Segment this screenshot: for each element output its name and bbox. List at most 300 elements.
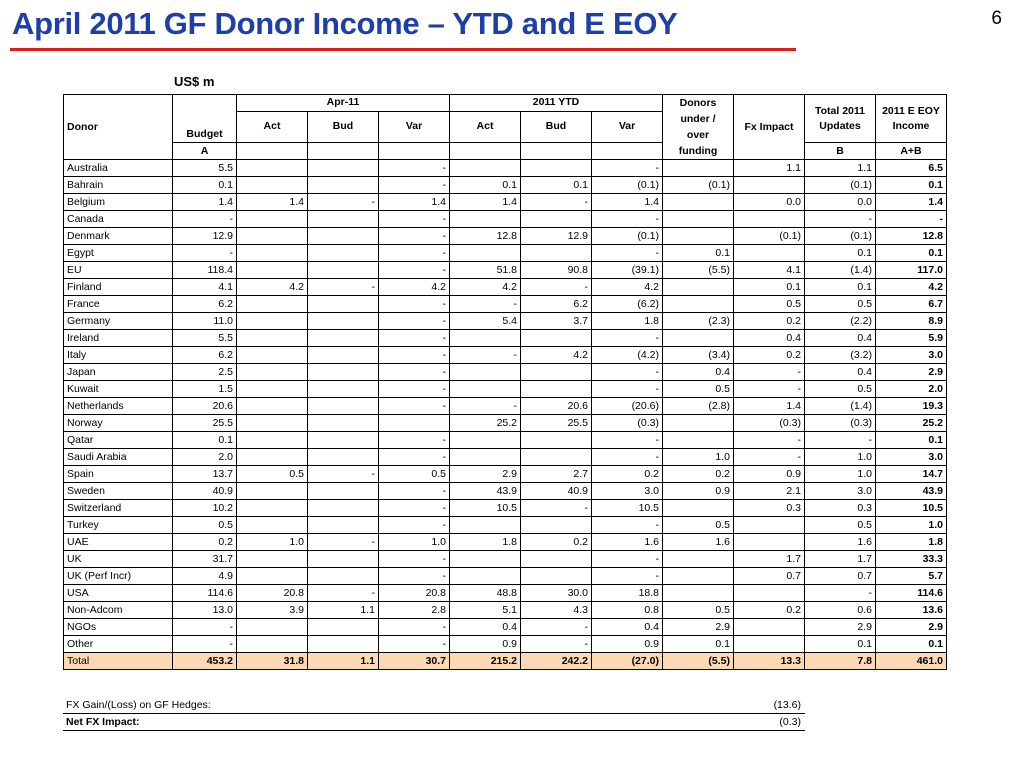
cell-fx: 13.3 <box>734 653 805 670</box>
cell-eoy: 5.9 <box>876 330 947 347</box>
cell-apr-var: - <box>379 568 450 585</box>
cell-total: 1.6 <box>805 534 876 551</box>
cell-ytd-var: 0.8 <box>592 602 663 619</box>
cell-ytd-bud: - <box>521 279 592 296</box>
cell-apr-act <box>237 483 308 500</box>
cell-apr-var: - <box>379 398 450 415</box>
cell-ytd-var: 3.0 <box>592 483 663 500</box>
page-number: 6 <box>991 8 1002 29</box>
cell-apr-var: 4.2 <box>379 279 450 296</box>
cell-under <box>663 330 734 347</box>
cell-eoy: 2.9 <box>876 619 947 636</box>
cell-total: (0.1) <box>805 228 876 245</box>
cell-eoy: 33.3 <box>876 551 947 568</box>
cell-donor: Non-Adcom <box>64 602 173 619</box>
cell-eoy: - <box>876 211 947 228</box>
header-donors-funding: Donors under / over funding <box>663 95 734 160</box>
cell-total: - <box>805 585 876 602</box>
table-row <box>64 568 947 585</box>
cell-ytd-bud: 25.5 <box>521 415 592 432</box>
cell-ytd-var: (0.1) <box>592 228 663 245</box>
cell-budget: 4.1 <box>173 279 237 296</box>
cell-total: 1.7 <box>805 551 876 568</box>
cell-ytd-bud <box>521 381 592 398</box>
cell-ytd-act: 43.9 <box>450 483 521 500</box>
cell-donor: Denmark <box>64 228 173 245</box>
cell-ytd-var: (0.1) <box>592 177 663 194</box>
cell-total: (3.2) <box>805 347 876 364</box>
cell-apr-bud <box>308 296 379 313</box>
cell-eoy: 2.0 <box>876 381 947 398</box>
cell-under: (0.1) <box>663 177 734 194</box>
cell-apr-act: 31.8 <box>237 653 308 670</box>
cell-budget: 6.2 <box>173 296 237 313</box>
cell-apr-act <box>237 211 308 228</box>
cell-fx: 4.1 <box>734 262 805 279</box>
table-row <box>64 398 947 415</box>
cell-eoy: 1.8 <box>876 534 947 551</box>
cell-ytd-var: (4.2) <box>592 347 663 364</box>
cell-budget: 12.9 <box>173 228 237 245</box>
cell-budget: 5.5 <box>173 330 237 347</box>
cell-apr-bud: - <box>308 466 379 483</box>
cell-under <box>663 432 734 449</box>
cell-budget: 5.5 <box>173 160 237 177</box>
cell-apr-var: - <box>379 483 450 500</box>
cell-under: 0.1 <box>663 245 734 262</box>
cell-apr-var: - <box>379 228 450 245</box>
cell-eoy: 114.6 <box>876 585 947 602</box>
cell-apr-act <box>237 500 308 517</box>
cell-donor: France <box>64 296 173 313</box>
cell-apr-bud: - <box>308 279 379 296</box>
cell-total: (1.4) <box>805 262 876 279</box>
cell-ytd-var: - <box>592 364 663 381</box>
cell-eoy: 3.0 <box>876 347 947 364</box>
cell-apr-bud <box>308 228 379 245</box>
cell-ytd-bud: 0.2 <box>521 534 592 551</box>
table-row <box>64 177 947 194</box>
cell-eoy: 6.5 <box>876 160 947 177</box>
cell-eoy: 1.0 <box>876 517 947 534</box>
cell-ytd-var: (39.1) <box>592 262 663 279</box>
cell-apr-var: - <box>379 636 450 653</box>
cell-apr-act <box>237 432 308 449</box>
cell-ytd-act: 1.8 <box>450 534 521 551</box>
cell-eoy: 43.9 <box>876 483 947 500</box>
cell-total: 0.1 <box>805 279 876 296</box>
cell-under: 1.6 <box>663 534 734 551</box>
cell-apr-act <box>237 364 308 381</box>
cell-budget: 0.1 <box>173 432 237 449</box>
cell-eoy: 0.1 <box>876 245 947 262</box>
cell-donor: Canada <box>64 211 173 228</box>
cell-apr-bud <box>308 160 379 177</box>
cell-apr-act <box>237 330 308 347</box>
cell-under <box>663 415 734 432</box>
cell-apr-act <box>237 415 308 432</box>
cell-total: 3.0 <box>805 483 876 500</box>
cell-under <box>663 296 734 313</box>
net-fx-label: Net FX Impact: <box>66 716 140 728</box>
cell-apr-var: - <box>379 432 450 449</box>
cell-eoy: 10.5 <box>876 500 947 517</box>
cell-ytd-act <box>450 568 521 585</box>
cell-apr-act: 4.2 <box>237 279 308 296</box>
fx-hedges-row <box>63 697 805 714</box>
cell-under <box>663 568 734 585</box>
cell-under <box>663 551 734 568</box>
cell-under <box>663 211 734 228</box>
cell-under <box>663 160 734 177</box>
cell-total: 0.1 <box>805 636 876 653</box>
cell-apr-var: - <box>379 619 450 636</box>
cell-fx: 0.2 <box>734 602 805 619</box>
cell-ytd-var: - <box>592 381 663 398</box>
cell-ytd-bud: 30.0 <box>521 585 592 602</box>
cell-total: 0.1 <box>805 245 876 262</box>
table-row <box>64 279 947 296</box>
cell-budget: 0.5 <box>173 517 237 534</box>
cell-total: 2.9 <box>805 619 876 636</box>
units-label: US$ m <box>174 74 215 89</box>
header-apr-var: Var <box>379 111 450 142</box>
cell-apr-act: 1.0 <box>237 534 308 551</box>
cell-budget: - <box>173 636 237 653</box>
cell-eoy: 1.4 <box>876 194 947 211</box>
cell-fx <box>734 534 805 551</box>
cell-budget: 31.7 <box>173 551 237 568</box>
cell-budget: 0.2 <box>173 534 237 551</box>
cell-apr-bud: - <box>308 534 379 551</box>
cell-ytd-bud: 4.2 <box>521 347 592 364</box>
cell-apr-bud <box>308 262 379 279</box>
cell-apr-bud <box>308 517 379 534</box>
cell-donor: USA <box>64 585 173 602</box>
cell-apr-act <box>237 245 308 262</box>
cell-ytd-bud <box>521 432 592 449</box>
table-row <box>64 619 947 636</box>
cell-ytd-bud <box>521 568 592 585</box>
header-total-updates: Total 2011 Updates <box>805 95 876 143</box>
cell-apr-bud <box>308 211 379 228</box>
cell-ytd-bud <box>521 364 592 381</box>
table-row <box>64 415 947 432</box>
table-row <box>64 364 947 381</box>
header-eoy-sub: A+B <box>876 143 947 160</box>
cell-ytd-act <box>450 211 521 228</box>
cell-apr-bud <box>308 449 379 466</box>
header-total-sub: B <box>805 143 876 160</box>
cell-eoy: 12.8 <box>876 228 947 245</box>
cell-eoy: 461.0 <box>876 653 947 670</box>
table-row <box>64 602 947 619</box>
cell-ytd-bud <box>521 160 592 177</box>
cell-apr-bud <box>308 483 379 500</box>
cell-fx: 0.5 <box>734 296 805 313</box>
cell-budget: 4.9 <box>173 568 237 585</box>
cell-ytd-var: 18.8 <box>592 585 663 602</box>
table-row <box>64 211 947 228</box>
cell-ytd-act: 0.1 <box>450 177 521 194</box>
cell-under <box>663 279 734 296</box>
cell-ytd-var: - <box>592 517 663 534</box>
cell-budget: 1.5 <box>173 381 237 398</box>
cell-donor: Australia <box>64 160 173 177</box>
cell-eoy: 5.7 <box>876 568 947 585</box>
cell-eoy: 25.2 <box>876 415 947 432</box>
cell-ytd-act: 51.8 <box>450 262 521 279</box>
cell-total: 7.8 <box>805 653 876 670</box>
cell-ytd-bud <box>521 245 592 262</box>
cell-ytd-var: 0.4 <box>592 619 663 636</box>
cell-donor: Turkey <box>64 517 173 534</box>
cell-ytd-var: 0.9 <box>592 636 663 653</box>
table-row <box>64 245 947 262</box>
table-row <box>64 449 947 466</box>
cell-apr-bud <box>308 313 379 330</box>
cell-ytd-act <box>450 364 521 381</box>
cell-budget: 25.5 <box>173 415 237 432</box>
cell-total: (2.2) <box>805 313 876 330</box>
cell-ytd-var: 1.8 <box>592 313 663 330</box>
cell-fx: 0.3 <box>734 500 805 517</box>
cell-ytd-bud: 2.7 <box>521 466 592 483</box>
cell-donor: Spain <box>64 466 173 483</box>
cell-budget: 11.0 <box>173 313 237 330</box>
cell-ytd-bud: 0.1 <box>521 177 592 194</box>
cell-ytd-bud <box>521 517 592 534</box>
cell-ytd-act <box>450 449 521 466</box>
cell-budget: - <box>173 245 237 262</box>
cell-apr-bud <box>308 432 379 449</box>
cell-apr-act <box>237 517 308 534</box>
cell-under <box>663 500 734 517</box>
cell-apr-act <box>237 313 308 330</box>
cell-ytd-act <box>450 517 521 534</box>
cell-ytd-var: 1.4 <box>592 194 663 211</box>
table-row <box>64 347 947 364</box>
cell-ytd-var: - <box>592 330 663 347</box>
cell-donor: Finland <box>64 279 173 296</box>
cell-fx: 2.1 <box>734 483 805 500</box>
cell-apr-act <box>237 296 308 313</box>
cell-apr-bud <box>308 245 379 262</box>
cell-apr-var: - <box>379 177 450 194</box>
cell-budget: 1.4 <box>173 194 237 211</box>
cell-apr-var: - <box>379 313 450 330</box>
cell-ytd-act <box>450 381 521 398</box>
table-row <box>64 262 947 279</box>
cell-apr-var: - <box>379 551 450 568</box>
cell-ytd-bud: 6.2 <box>521 296 592 313</box>
table-row <box>64 330 947 347</box>
cell-total: (0.3) <box>805 415 876 432</box>
cell-fx <box>734 245 805 262</box>
cell-ytd-act <box>450 245 521 262</box>
cell-under <box>663 194 734 211</box>
cell-under: 0.5 <box>663 602 734 619</box>
cell-eoy: 14.7 <box>876 466 947 483</box>
header-apr-act: Act <box>237 111 308 142</box>
cell-ytd-var: (27.0) <box>592 653 663 670</box>
cell-apr-act <box>237 619 308 636</box>
cell-ytd-bud: - <box>521 619 592 636</box>
cell-apr-bud <box>308 347 379 364</box>
cell-donor: Total <box>64 653 173 670</box>
cell-apr-var: 2.8 <box>379 602 450 619</box>
cell-budget: 2.0 <box>173 449 237 466</box>
cell-ytd-bud: - <box>521 194 592 211</box>
cell-total: 0.4 <box>805 330 876 347</box>
cell-apr-var: - <box>379 296 450 313</box>
cell-budget: 453.2 <box>173 653 237 670</box>
cell-ytd-act: 1.4 <box>450 194 521 211</box>
cell-apr-act <box>237 568 308 585</box>
cell-apr-var: - <box>379 262 450 279</box>
cell-total: 0.7 <box>805 568 876 585</box>
table-row <box>64 585 947 602</box>
header-budget: Budget <box>173 95 237 143</box>
cell-apr-bud: 1.1 <box>308 602 379 619</box>
cell-fx <box>734 636 805 653</box>
cell-total: 1.1 <box>805 160 876 177</box>
cell-ytd-var: (6.2) <box>592 296 663 313</box>
cell-total: (0.1) <box>805 177 876 194</box>
cell-apr-bud: 1.1 <box>308 653 379 670</box>
cell-ytd-var: 0.2 <box>592 466 663 483</box>
cell-apr-var: - <box>379 500 450 517</box>
cell-apr-act <box>237 177 308 194</box>
cell-donor: Switzerland <box>64 500 173 517</box>
cell-budget: 20.6 <box>173 398 237 415</box>
cell-ytd-act: - <box>450 347 521 364</box>
cell-ytd-act <box>450 432 521 449</box>
cell-total: 0.4 <box>805 364 876 381</box>
cell-under: (2.8) <box>663 398 734 415</box>
table-row <box>64 228 947 245</box>
cell-apr-var: 20.8 <box>379 585 450 602</box>
cell-ytd-act: 0.4 <box>450 619 521 636</box>
cell-donor: UK (Perf Incr) <box>64 568 173 585</box>
cell-fx: 1.7 <box>734 551 805 568</box>
cell-apr-bud <box>308 500 379 517</box>
cell-total: 0.5 <box>805 517 876 534</box>
cell-apr-var: - <box>379 160 450 177</box>
cell-fx: 0.4 <box>734 330 805 347</box>
cell-under: (5.5) <box>663 653 734 670</box>
cell-ytd-act <box>450 160 521 177</box>
table-row <box>64 160 947 177</box>
cell-ytd-act <box>450 330 521 347</box>
cell-donor: NGOs <box>64 619 173 636</box>
cell-donor: Germany <box>64 313 173 330</box>
cell-eoy: 0.1 <box>876 177 947 194</box>
cell-ytd-bud: 90.8 <box>521 262 592 279</box>
cell-apr-var: - <box>379 517 450 534</box>
cell-fx: 0.0 <box>734 194 805 211</box>
cell-ytd-bud <box>521 330 592 347</box>
cell-budget: 10.2 <box>173 500 237 517</box>
cell-under: 0.9 <box>663 483 734 500</box>
cell-apr-var: 30.7 <box>379 653 450 670</box>
cell-apr-act <box>237 228 308 245</box>
cell-budget: - <box>173 619 237 636</box>
cell-total: 1.0 <box>805 449 876 466</box>
title-underline <box>10 48 796 51</box>
cell-ytd-act: 5.1 <box>450 602 521 619</box>
cell-ytd-bud: - <box>521 636 592 653</box>
fx-hedges-label: FX Gain/(Loss) on GF Hedges: <box>66 699 211 711</box>
net-fx-row <box>63 714 805 731</box>
cell-budget: 114.6 <box>173 585 237 602</box>
cell-apr-var: - <box>379 330 450 347</box>
page-title: April 2011 GF Donor Income – YTD and E EOY <box>12 6 678 41</box>
cell-eoy: 19.3 <box>876 398 947 415</box>
cell-fx: 0.7 <box>734 568 805 585</box>
cell-apr-bud <box>308 619 379 636</box>
table-row <box>64 194 947 211</box>
cell-donor: Norway <box>64 415 173 432</box>
cell-apr-bud <box>308 177 379 194</box>
cell-fx: - <box>734 449 805 466</box>
cell-total: 0.3 <box>805 500 876 517</box>
cell-donor: Bahrain <box>64 177 173 194</box>
cell-fx: (0.1) <box>734 228 805 245</box>
table-row <box>64 296 947 313</box>
cell-ytd-var: - <box>592 449 663 466</box>
cell-fx <box>734 211 805 228</box>
total-row <box>64 653 947 670</box>
cell-apr-bud <box>308 330 379 347</box>
table-row <box>64 432 947 449</box>
cell-apr-bud <box>308 415 379 432</box>
cell-under: (5.5) <box>663 262 734 279</box>
cell-under: (3.4) <box>663 347 734 364</box>
fx-hedges-value: (13.6) <box>773 699 801 711</box>
cell-ytd-act: - <box>450 296 521 313</box>
cell-ytd-var: - <box>592 245 663 262</box>
cell-ytd-var: - <box>592 568 663 585</box>
cell-under: (2.3) <box>663 313 734 330</box>
cell-under <box>663 585 734 602</box>
cell-apr-var: 0.5 <box>379 466 450 483</box>
cell-budget: - <box>173 211 237 228</box>
cell-apr-act <box>237 398 308 415</box>
table-row <box>64 551 947 568</box>
cell-ytd-bud <box>521 551 592 568</box>
cell-donor: UK <box>64 551 173 568</box>
donor-income-table <box>63 94 947 670</box>
cell-ytd-act: 2.9 <box>450 466 521 483</box>
cell-fx: - <box>734 432 805 449</box>
cell-donor: Other <box>64 636 173 653</box>
cell-ytd-act <box>450 551 521 568</box>
cell-ytd-act: 48.8 <box>450 585 521 602</box>
table-row <box>64 517 947 534</box>
cell-ytd-act: 10.5 <box>450 500 521 517</box>
table-row <box>64 500 947 517</box>
cell-eoy: 0.1 <box>876 432 947 449</box>
cell-budget: 0.1 <box>173 177 237 194</box>
cell-budget: 13.7 <box>173 466 237 483</box>
cell-under: 0.5 <box>663 381 734 398</box>
cell-apr-act: 1.4 <box>237 194 308 211</box>
cell-under: 0.1 <box>663 636 734 653</box>
cell-ytd-bud: 242.2 <box>521 653 592 670</box>
cell-ytd-act: 25.2 <box>450 415 521 432</box>
header-apr-bud: Bud <box>308 111 379 142</box>
